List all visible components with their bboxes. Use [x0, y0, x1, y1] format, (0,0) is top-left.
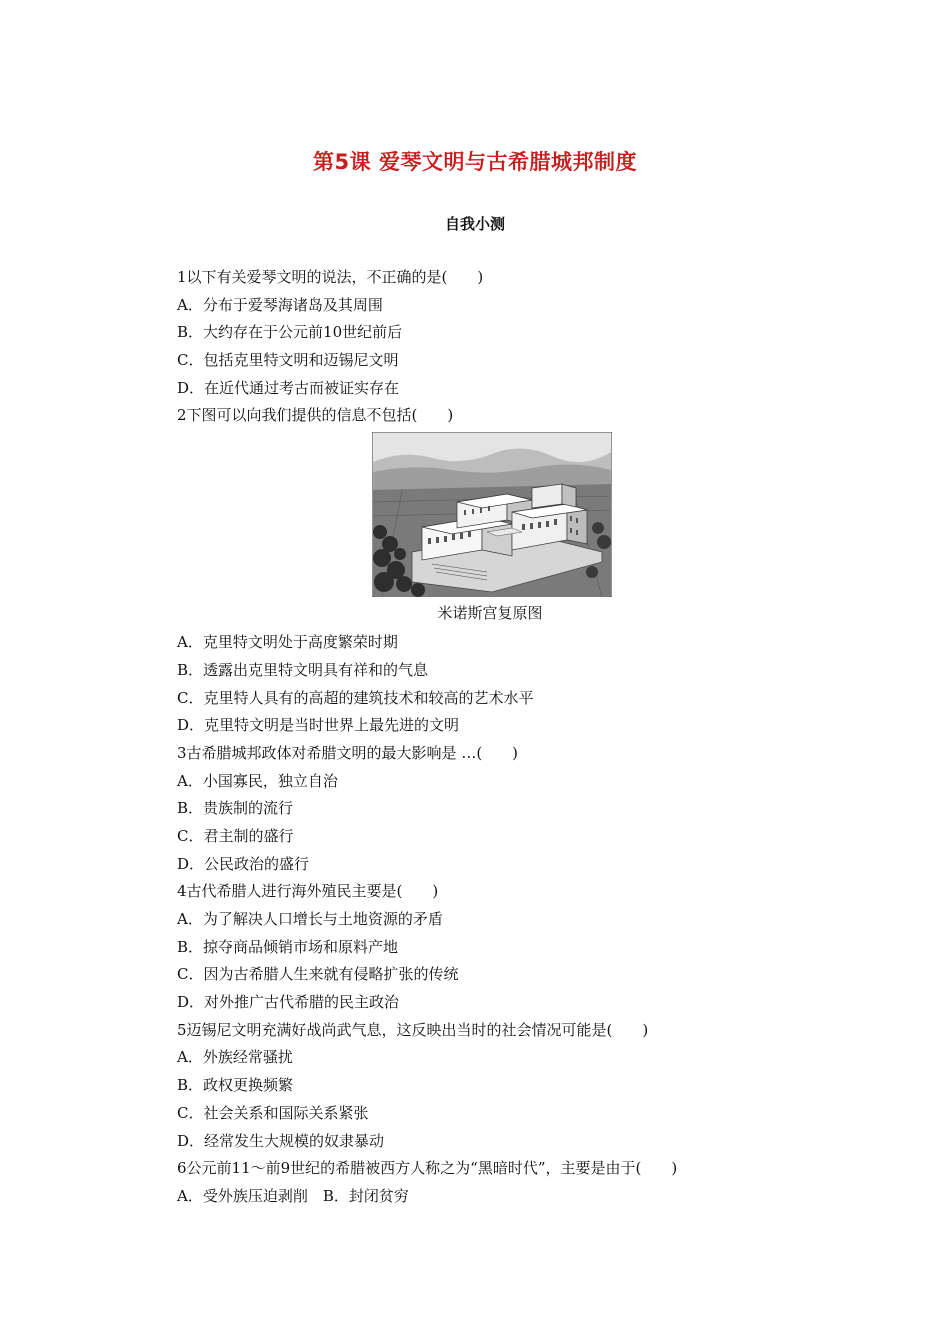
question-figure — [177, 432, 797, 629]
option-a: A．分布于爱琴海诸岛及其周围 — [177, 295, 383, 314]
question-stem: 4古代希腊人进行海外殖民主要是( ) — [177, 882, 439, 901]
option-a: A．为了解决人口增长与土地资源的矛盾 — [177, 910, 443, 928]
question-6 — [177, 1155, 797, 1210]
option-a-b: A．受外族压迫剥削 B．封闭贫穷 — [177, 1186, 409, 1205]
question-stem: 3古希腊城邦政体对希腊文明的最大影响是 …( ) — [177, 743, 519, 762]
option-a: A．克里特文明处于高度繁荣时期 — [177, 633, 398, 652]
option-c: C．包括克里特文明和迈锡尼文明 — [177, 351, 399, 370]
option-b: B．大约存在于公元前10世纪前后 — [177, 323, 403, 342]
option-b: B．透露出克里特文明具有祥和的气息 — [177, 660, 429, 679]
option-c: C．君主制的盛行 — [177, 826, 294, 845]
minos-palace-illustration — [372, 432, 612, 597]
figure-caption: 米诺斯宫复原图 — [437, 604, 543, 623]
question-2 — [177, 402, 797, 739]
option-c: C．因为古希腊人生来就有侵略扩张的传统 — [177, 965, 459, 984]
option-d: D．在近代通过考古而被证实存在 — [177, 378, 400, 397]
option-c: C．社会关系和国际关系紧张 — [177, 1103, 369, 1122]
question-stem: 2下图可以向我们提供的信息不包括( ) — [177, 406, 454, 425]
option-b: B．政权更换频繁 — [177, 1076, 294, 1095]
option-d: D．克里特文明是当时世界上最先进的文明 — [177, 716, 460, 735]
option-a: A．小国寡民，独立自治 — [177, 771, 338, 790]
question-stem: 6公元前11～前9世纪的希腊被西方人称之为“黑暗时代”，主要是由于( ) — [177, 1159, 678, 1178]
question-5 — [177, 1017, 797, 1155]
option-b: B．掠夺商品倾销市场和原料产地 — [177, 937, 399, 956]
option-d: D．经常发生大规模的奴隶暴动 — [177, 1131, 385, 1150]
question-list — [177, 264, 797, 1211]
page-title: 第5课 爱琴文明与古希腊城邦制度 — [313, 150, 637, 174]
question-1 — [177, 264, 797, 402]
question-3 — [177, 740, 797, 878]
option-b: B．贵族制的流行 — [177, 799, 294, 818]
section-subtitle: 自我小测 — [444, 215, 505, 233]
option-d: D．公民政治的盛行 — [177, 854, 310, 873]
option-d: D．对外推广古代希腊的民主政治 — [177, 993, 400, 1012]
question-4 — [177, 878, 797, 1016]
option-a: A．外族经常骚扰 — [177, 1048, 293, 1067]
option-c: C．克里特人具有的高超的建筑技术和较高的艺术水平 — [177, 688, 534, 707]
question-stem: 1以下有关爱琴文明的说法，不正确的是( ) — [177, 268, 484, 286]
question-stem: 5迈锡尼文明充满好战尚武气息，这反映出当时的社会情况可能是( ) — [177, 1020, 649, 1039]
